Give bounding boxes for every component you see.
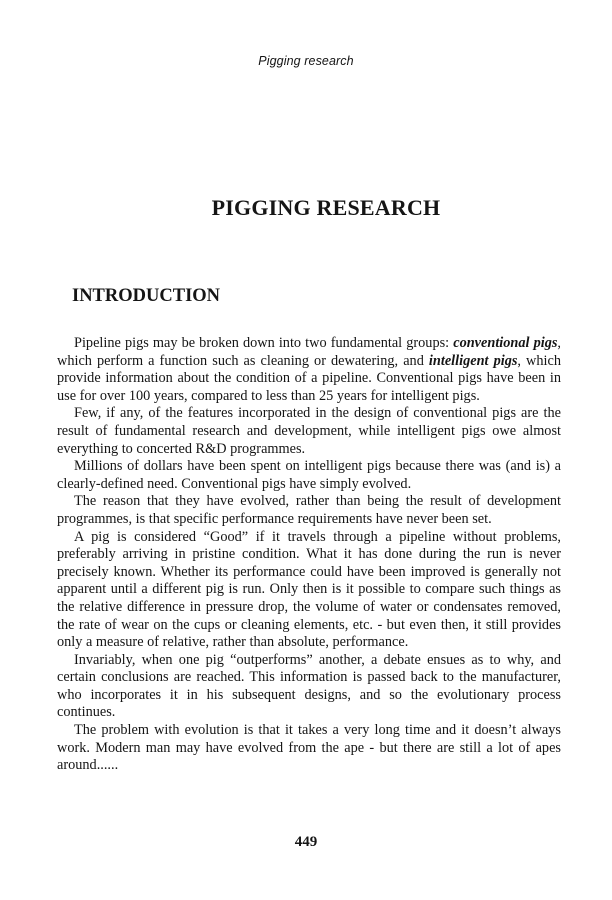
paragraph-text: , which perform a function such as cleaning or dewatering, and bbox=[57, 335, 561, 369]
paragraph: A pig is considered “Good” if it travels through a pipeline without problems, preferably arriving in pristine condition. What it has done during the run is never precisely known. Whether its performance could have been improved is generally not apparent until a different pig is run. Only then is it possible to compare such things as the relative difference in pressure drop, the volume of water or condensates removed, the rate of wear on the cups or cleaning elements, etc. - but even then, it still provides only a measure of relative, rather than absolute, performance. bbox=[57, 528, 561, 651]
section-heading: INTRODUCTION bbox=[72, 286, 221, 306]
paragraph-text: Pipeline pigs may be broken down into two fundamental groups: bbox=[74, 335, 454, 351]
paragraph: The reason that they have evolved, rather than being the result of development programmes, is that specific performance requirements have never been set. bbox=[57, 493, 561, 527]
paragraph bbox=[57, 335, 561, 405]
term-conventional-pigs: conventional pigs bbox=[453, 335, 558, 351]
running-head: Pigging research bbox=[258, 54, 354, 68]
paragraph-text: , which provide information about the condition of a pipeline. Conventional pigs have been in use for over 100 years, compared to less than 25 years for intelligent pigs. bbox=[57, 352, 561, 404]
page-number: 449 bbox=[294, 834, 318, 850]
paragraph: Invariably, when one pig “outperforms” another, a debate ensues as to why, and certain conclusions are reached. This information is passed back to the manufacturer, who incorporates it in his subsequent designs, and so the evolutionary process continues. bbox=[57, 651, 561, 721]
chapter-title: PIGGING RESEARCH bbox=[211, 195, 441, 220]
paragraph: Millions of dollars have been spent on intelligent pigs because there was (and is) a clearly-defined need. Conventional pigs have simply evolved. bbox=[57, 458, 561, 492]
body-text bbox=[57, 335, 561, 775]
paragraph: The problem with evolution is that it takes a very long time and it doesn’t always work. Modern man may have evolved from the ape - but there are still a lot of apes around...... bbox=[57, 722, 561, 774]
term-intelligent-pigs: intelligent pigs bbox=[428, 352, 518, 369]
paragraph: Few, if any, of the features incorporated in the design of conventional pigs are the result of fundamental research and development, while intelligent pigs owe almost everything to concerted R&D programmes. bbox=[57, 405, 561, 457]
